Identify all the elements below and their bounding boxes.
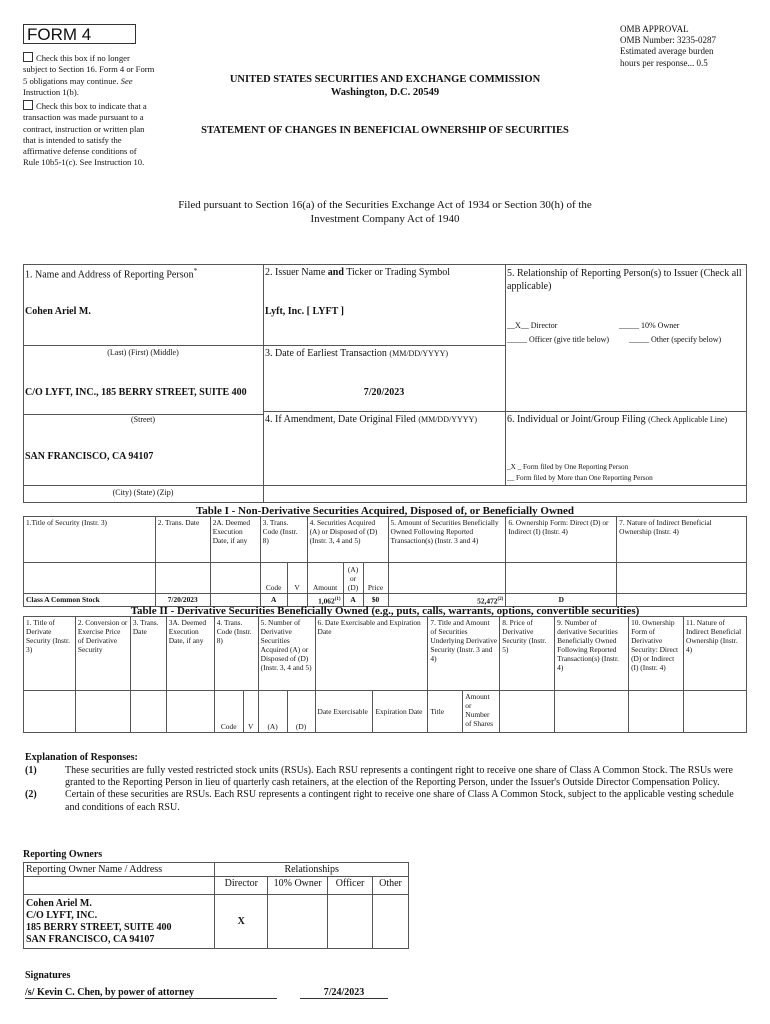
t2-h-number: 5. Number of Derivative Securities Acquired (A) or Disposed of (D) (Instr. 3, 4 and 5) <box>258 617 315 691</box>
owners-h-relationships: Relationships <box>215 863 409 877</box>
t2-h-number-owned: 9. Number of derivative Securities Beneficially Owned Following Reported Transaction(s) (Instr. 4) <box>555 617 629 691</box>
checkbox-icon[interactable] <box>23 52 33 62</box>
relationship-other: _____ Other (specify below) <box>629 335 722 344</box>
t2-sub-date-exercisable: Date Exercisable <box>315 691 373 733</box>
reporting-info-grid <box>23 264 747 503</box>
t2-sub-d: (D) <box>287 691 315 733</box>
signature-date: 7/24/2023 <box>300 987 388 999</box>
relationship-officer: _____ Officer (give title below) <box>507 335 610 344</box>
t1-sub-v: V <box>287 563 307 594</box>
t1-sub-price: Price <box>363 563 388 594</box>
t1-row-aord: A <box>343 594 363 607</box>
t2-h-date: 3. Trans. Date <box>130 617 166 691</box>
statement-title: STATEMENT OF CHANGES IN BENEFICIAL OWNERSHIP OF SECURITIES <box>201 125 569 136</box>
form-title: FORM 4 <box>23 24 136 44</box>
filing-multiple-persons: __ Form filed by More than One Reporting Person <box>507 474 653 482</box>
box6-label: 6. Individual or Joint/Group Filing (Check Applicable Line) <box>507 414 728 425</box>
table1-non-derivative <box>23 516 747 607</box>
reporting-owners-table <box>23 862 409 949</box>
t1-sub-code: Code <box>260 563 287 594</box>
t2-sub-expiration: Expiration Date <box>373 691 428 733</box>
t1-h-title: 1.Title of Security (Instr. 3) <box>24 517 156 563</box>
t1-h-ownership: 6. Ownership Form: Direct (D) or Indirect (I) (Instr. 4) <box>506 517 617 563</box>
owners-h-10pct: 10% Owner <box>268 877 328 895</box>
t1-sub-aord: (A) or (D) <box>343 563 363 594</box>
agency-header: UNITED STATES SECURITIES AND EXCHANGE COMMISSION Washington, D.C. 20549 <box>229 74 541 98</box>
owners-h-officer: Officer <box>328 877 373 895</box>
t1-h-amount-owned: 5. Amount of Securities Beneficially Owned Following Reported Transaction(s) (Instr. 3 and 4) <box>388 517 506 563</box>
table-row: Cohen Ariel M. C/O LYFT, INC. 185 BERRY STREET, SUITE 400 SAN FRANCISCO, CA 94107 X <box>24 895 409 949</box>
box1-label: 1. Name and Address of Reporting Person* <box>25 267 198 281</box>
name-subcaption: (Last) (First) (Middle) <box>107 348 179 357</box>
t2-h-deemed: 3A. Deemed Execution Date, if any <box>166 617 214 691</box>
t2-sub-code: Code <box>214 691 243 733</box>
t1-row-form: D <box>506 594 617 607</box>
t1-h-securities: 4. Securities Acquired (A) or Disposed of (D) (Instr. 3, 4 and 5) <box>307 517 388 563</box>
checkbox-icon[interactable] <box>23 100 33 110</box>
owners-h-name: Reporting Owner Name / Address <box>24 863 215 877</box>
relationship-10pct-owner: _____ 10% Owner <box>619 321 680 330</box>
box2-label: 2. Issuer Name and Ticker or Trading Symbol <box>265 267 451 278</box>
t2-sub-amount: Amount or Number of Shares <box>463 691 500 733</box>
t2-sub-a: (A) <box>258 691 287 733</box>
t2-h-nature: 11. Nature of Indirect Beneficial Ownership (Instr. 4) <box>683 617 746 691</box>
filed-pursuant: Filed pursuant to Section 16(a) of the Securities Exchange Act of 1934 or Section 30(h) of the Investment Company Act of 1940 <box>178 199 592 225</box>
street-subcaption: (Street) <box>131 415 155 424</box>
owners-h-director: Director <box>215 877 268 895</box>
t2-h-exercisable: 6. Date Exercisable and Expiration Date <box>315 617 428 691</box>
reporting-street: C/O LYFT, INC., 185 BERRY STREET, SUITE 400 <box>25 387 247 398</box>
list-item: (2) Certain of these securities are RSUs. Each RSU represents a contingent right to receive one share of Class A Common Stock, subject to the applicable vesting schedule and conditions of each RSU. <box>25 789 734 813</box>
box4-label: 4. If Amendment, Date Original Filed (MM/DD/YYYY) <box>265 414 477 425</box>
omb-approval: OMB APPROVAL OMB Number: 3235-0287 Estimated average burden hours per response... 0.5 <box>620 24 716 68</box>
signature-line: /s/ Kevin C. Chen, by power of attorney <box>25 987 277 999</box>
box3-label: 3. Date of Earliest Transaction (MM/DD/YYYY) <box>265 348 449 359</box>
t1-h-date: 2. Trans. Date <box>155 517 210 563</box>
reporting-person-name: Cohen Ariel M. <box>25 306 91 317</box>
table2-derivative <box>23 616 747 733</box>
owners-row-director: X <box>215 895 268 949</box>
t2-sub-v: V <box>243 691 258 733</box>
checkbox-10b5-1[interactable]: Check this box to indicate that a transaction was made pursuant to a contract, instruction or written plan that is intended to satisfy the affirmative defense conditions of Rule 10b5-1(c). See Instruction 10. <box>23 101 147 168</box>
t1-h-nature: 7. Nature of Indirect Beneficial Ownership (Instr. 4) <box>617 517 747 563</box>
explanation-title: Explanation of Responses: <box>25 752 138 763</box>
filing-one-person: _X _ Form filed by One Reporting Person <box>507 463 629 471</box>
t2-h-code: 4. Trans. Code (Instr. 8) <box>214 617 258 691</box>
checkbox-section16[interactable]: Check this box if no longer subject to Section 16. Form 4 or Form 5 obligations may continue. See Instruction 1(b). <box>23 53 155 97</box>
owners-title: Reporting Owners <box>23 849 103 860</box>
table1-caption: Table I - Non-Derivative Securities Acquired, Disposed of, or Beneficially Owned <box>195 505 575 517</box>
signatures-title: Signatures <box>25 970 71 981</box>
t1-row-code: A <box>260 594 287 607</box>
box5-label: 5. Relationship of Reporting Person(s) to Issuer (Check all applicable) <box>507 268 742 292</box>
explanation-list <box>25 765 750 814</box>
issuer-name: Lyft, Inc. [ LYFT ] <box>265 306 344 317</box>
t1-row-date: 7/20/2023 <box>155 594 210 607</box>
t2-h-conversion: 2. Conversion or Exercise Price of Derivative Security <box>75 617 130 691</box>
earliest-transaction-date: 7/20/2023 <box>363 387 405 398</box>
t1-row-price: $0 <box>363 594 388 607</box>
owners-h-other: Other <box>373 877 409 895</box>
relationship-director: __X__ Director <box>507 321 558 330</box>
t2-h-title: 1. Title of Derivate Security (Instr. 3) <box>24 617 76 691</box>
t1-row-owned: 52,472$^{(2)}$ <box>388 594 506 607</box>
t1-h-code: 3. Trans. Code (Instr. 8) <box>260 517 307 563</box>
t1-row-title: Class A Common Stock <box>24 594 156 607</box>
t2-h-ownership: 10. Ownership Form of Derivative Security: Direct (D) or Indirect (I) (Instr. 4) <box>629 617 684 691</box>
t2-sub-title: Title <box>428 691 463 733</box>
reporting-city: SAN FRANCISCO, CA 94107 <box>25 451 154 462</box>
table2-caption: Table II - Derivative Securities Beneficially Owned (e.g., puts, calls, warrants, options, convertible securities) <box>130 605 640 617</box>
t1-h-deemed: 2A. Deemed Execution Date, if any <box>210 517 260 563</box>
t1-sub-amount: Amount <box>307 563 343 594</box>
t2-h-underlying: 7. Title and Amount of Securities Underlying Derivative Security (Instr. 3 and 4) <box>428 617 500 691</box>
list-item: (1) These securities are fully vested restricted stock units (RSUs). Each RSU represents a contingent right to receive one share of Class A Common Stock. The RSUs were granted to the Reporting Person in lieu of quarterly cash retainers, at the election of the Reporting Person, under the Issuer's Outside Director Compensation Policy. <box>25 765 733 789</box>
t2-h-price: 8. Price of Derivative Security (Instr. 5) <box>500 617 555 691</box>
t1-row-amount: 1,062$^{(1)}$ <box>307 594 343 607</box>
city-subcaption: (City) (State) (Zip) <box>112 488 174 497</box>
